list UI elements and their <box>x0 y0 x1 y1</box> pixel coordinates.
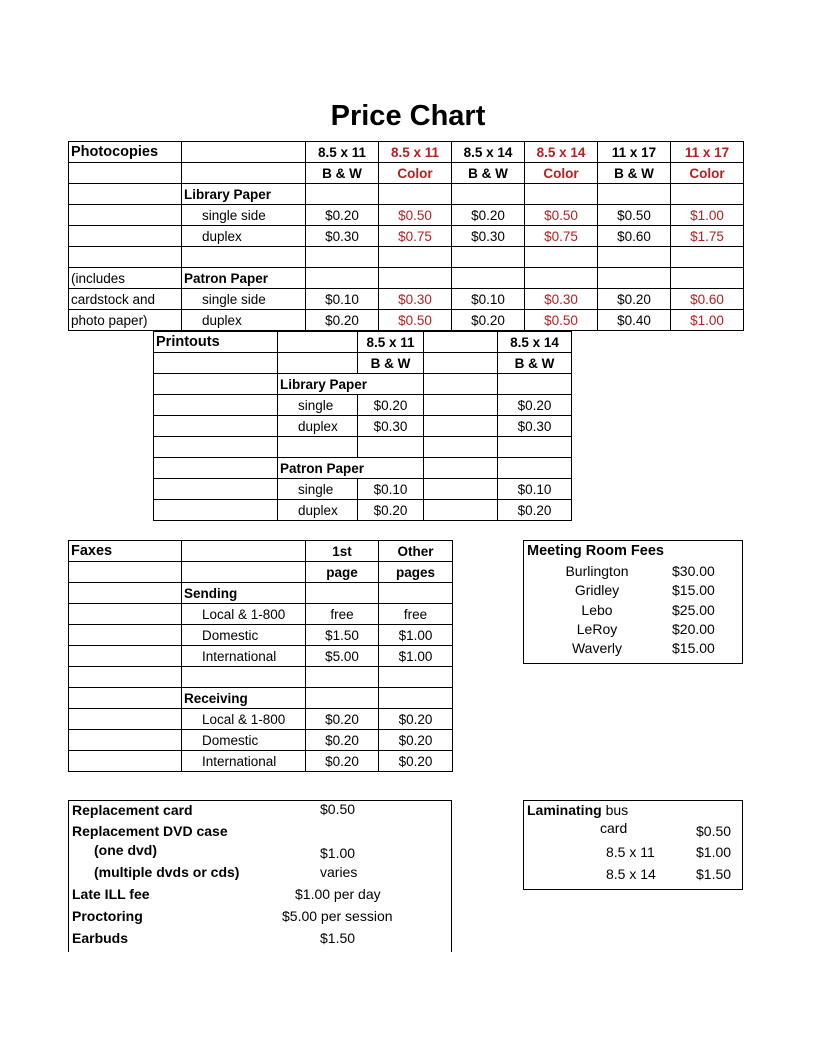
price-cell: free <box>379 604 453 625</box>
room-label: Burlington <box>565 563 629 579</box>
price-cell: $0.20 <box>306 751 379 772</box>
column-header: 11 x 17 <box>598 142 671 163</box>
printouts-table <box>153 331 572 521</box>
table-row <box>154 500 572 521</box>
price-cell: $1.00 <box>671 205 744 226</box>
laminating-price: $0.50 <box>696 823 732 839</box>
faxes-heading: Faxes <box>69 541 182 562</box>
room-label: Gridley <box>574 582 620 598</box>
room-price: $15.00 <box>672 640 715 656</box>
table-row <box>69 289 744 310</box>
table-row <box>69 604 453 625</box>
faxes-table <box>68 540 453 772</box>
price-cell: $0.20 <box>306 730 379 751</box>
table-row <box>154 332 572 353</box>
room-price: $15.00 <box>672 582 715 598</box>
column-header: 8.5 x 11 <box>358 332 424 353</box>
table-row <box>69 583 453 604</box>
price-cell: $0.50 <box>379 310 452 331</box>
price-cell: $0.20 <box>498 395 572 416</box>
price-cell: $0.50 <box>598 205 671 226</box>
price-cell: $5.00 <box>306 646 379 667</box>
section-label: Patron Paper <box>278 458 424 479</box>
fee-label: Late ILL fee <box>72 886 150 902</box>
price-cell: $0.60 <box>598 226 671 247</box>
column-header: 8.5 x 14 <box>452 142 525 163</box>
row-label: single side <box>182 205 306 226</box>
price-cell: $0.20 <box>598 289 671 310</box>
row-label: Local & 1-800 <box>182 604 306 625</box>
price-cell: $0.20 <box>452 205 525 226</box>
column-subheader: B & W <box>498 353 572 374</box>
note-text: photo paper) <box>69 310 182 331</box>
column-subheader: pages <box>379 562 453 583</box>
price-cell: $0.20 <box>306 205 379 226</box>
misc-fees-box <box>68 800 452 952</box>
room-label: Lebo <box>581 602 613 618</box>
laminating-heading: Laminating <box>527 802 602 818</box>
table-row <box>154 416 572 437</box>
price-cell: $1.00 <box>379 646 453 667</box>
fee-price: $1.50 <box>320 930 356 946</box>
fee-price: $1.00 per day <box>295 886 381 902</box>
table-row <box>69 730 453 751</box>
price-cell: $0.30 <box>452 226 525 247</box>
section-label: Sending <box>182 583 306 604</box>
laminating-heading-suffix: bus <box>605 802 629 818</box>
room-price: $30.00 <box>672 563 715 579</box>
column-header: Other <box>379 541 453 562</box>
section-label: Patron Paper <box>182 268 306 289</box>
row-label: International <box>182 751 306 772</box>
column-subheader: Color <box>671 163 744 184</box>
price-cell: $0.60 <box>671 289 744 310</box>
row-label: single <box>278 395 358 416</box>
price-cell: $0.10 <box>358 479 424 500</box>
fee-label: (one dvd) <box>94 842 157 858</box>
table-row <box>69 226 744 247</box>
row-label: International <box>182 646 306 667</box>
price-cell: $0.30 <box>358 416 424 437</box>
row-label: duplex <box>278 416 358 437</box>
table-row <box>154 353 572 374</box>
table-row <box>69 625 453 646</box>
table-row <box>69 541 453 562</box>
price-cell: $0.20 <box>379 709 453 730</box>
table-row <box>69 751 453 772</box>
table-row <box>154 374 572 395</box>
row-label: single <box>278 479 358 500</box>
meeting-room-heading: Meeting Room Fees <box>527 543 664 559</box>
column-header: 8.5 x 14 <box>525 142 598 163</box>
room-label: LeRoy <box>576 621 618 637</box>
fee-label: Replacement card <box>72 802 193 818</box>
price-cell: $0.30 <box>379 289 452 310</box>
table-row <box>154 479 572 500</box>
price-cell: $0.10 <box>498 479 572 500</box>
page-title: Price Chart <box>330 100 486 132</box>
table-row <box>69 163 744 184</box>
price-cell: $0.30 <box>498 416 572 437</box>
fee-price: $5.00 per session <box>282 908 393 924</box>
price-cell: $0.20 <box>306 709 379 730</box>
column-subheader: B & W <box>452 163 525 184</box>
note-text: (includes <box>69 268 182 289</box>
price-cell: $0.50 <box>379 205 452 226</box>
row-label: duplex <box>182 310 306 331</box>
fee-label: Proctoring <box>72 908 143 924</box>
table-row <box>69 205 744 226</box>
printouts-heading: Printouts <box>154 332 278 353</box>
laminating-label: 8.5 x 14 <box>606 866 656 882</box>
laminating-box <box>523 800 743 890</box>
column-subheader: Color <box>379 163 452 184</box>
price-cell: $0.20 <box>452 310 525 331</box>
laminating-price: $1.00 <box>696 844 732 860</box>
fee-price: $0.50 <box>320 801 356 817</box>
row-label: single side <box>182 289 306 310</box>
table-row <box>69 709 453 730</box>
table-row <box>69 268 744 289</box>
column-header: 8.5 x 14 <box>498 332 572 353</box>
section-label: Receiving <box>182 688 306 709</box>
column-subheader: Color <box>525 163 598 184</box>
table-row <box>69 247 744 268</box>
column-subheader: B & W <box>358 353 424 374</box>
table-row <box>69 310 744 331</box>
price-cell: $0.75 <box>525 226 598 247</box>
column-subheader: page <box>306 562 379 583</box>
laminating-price: $1.50 <box>696 866 732 882</box>
price-cell: $1.50 <box>306 625 379 646</box>
price-cell: $0.10 <box>452 289 525 310</box>
laminating-heading-row <box>527 802 628 818</box>
row-label: Domestic <box>182 625 306 646</box>
price-cell: $0.50 <box>525 310 598 331</box>
price-cell: $1.75 <box>671 226 744 247</box>
price-cell: $1.00 <box>671 310 744 331</box>
column-subheader: B & W <box>306 163 379 184</box>
table-row <box>154 395 572 416</box>
row-label: Local & 1-800 <box>182 709 306 730</box>
price-cell: $0.20 <box>498 500 572 521</box>
price-cell: $0.50 <box>525 205 598 226</box>
price-cell: $0.20 <box>379 730 453 751</box>
table-row <box>69 142 744 163</box>
price-cell: $0.20 <box>306 310 379 331</box>
column-header: 8.5 x 11 <box>379 142 452 163</box>
note-text: cardstock and <box>69 289 182 310</box>
price-cell: $0.10 <box>306 289 379 310</box>
column-subheader: B & W <box>598 163 671 184</box>
row-label: duplex <box>182 226 306 247</box>
table-row <box>69 184 744 205</box>
table-row <box>154 437 572 458</box>
section-label: Library Paper <box>182 184 306 205</box>
meeting-room-fees-box <box>523 540 743 664</box>
room-price: $25.00 <box>672 602 715 618</box>
table-row <box>154 458 572 479</box>
price-cell: $0.20 <box>358 395 424 416</box>
price-cell: $0.40 <box>598 310 671 331</box>
fee-label: Replacement DVD case <box>72 823 228 839</box>
photocopies-table <box>68 141 744 331</box>
room-label: Waverly <box>571 640 623 656</box>
price-cell: $0.20 <box>358 500 424 521</box>
price-cell: $0.30 <box>306 226 379 247</box>
price-cell: $1.00 <box>379 625 453 646</box>
table-row <box>69 562 453 583</box>
room-price: $20.00 <box>672 621 715 637</box>
column-header: 8.5 x 11 <box>306 142 379 163</box>
price-cell: $0.30 <box>525 289 598 310</box>
table-row <box>69 646 453 667</box>
photocopies-heading: Photocopies <box>69 142 182 163</box>
row-label: duplex <box>278 500 358 521</box>
price-cell: free <box>306 604 379 625</box>
price-cell: $0.20 <box>379 751 453 772</box>
table-row <box>69 667 453 688</box>
laminating-label: 8.5 x 11 <box>606 844 655 860</box>
table-row <box>69 688 453 709</box>
fee-label: Earbuds <box>72 930 129 946</box>
fee-price: $1.00 <box>320 845 356 861</box>
row-label: Domestic <box>182 730 306 751</box>
fee-label: (multiple dvds or cds) <box>94 864 240 880</box>
column-header: 1st <box>306 541 379 562</box>
laminating-label: card <box>600 820 628 836</box>
price-cell: $0.75 <box>379 226 452 247</box>
section-label: Library Paper <box>278 374 424 395</box>
fee-price: varies <box>320 864 358 880</box>
column-header: 11 x 17 <box>671 142 744 163</box>
